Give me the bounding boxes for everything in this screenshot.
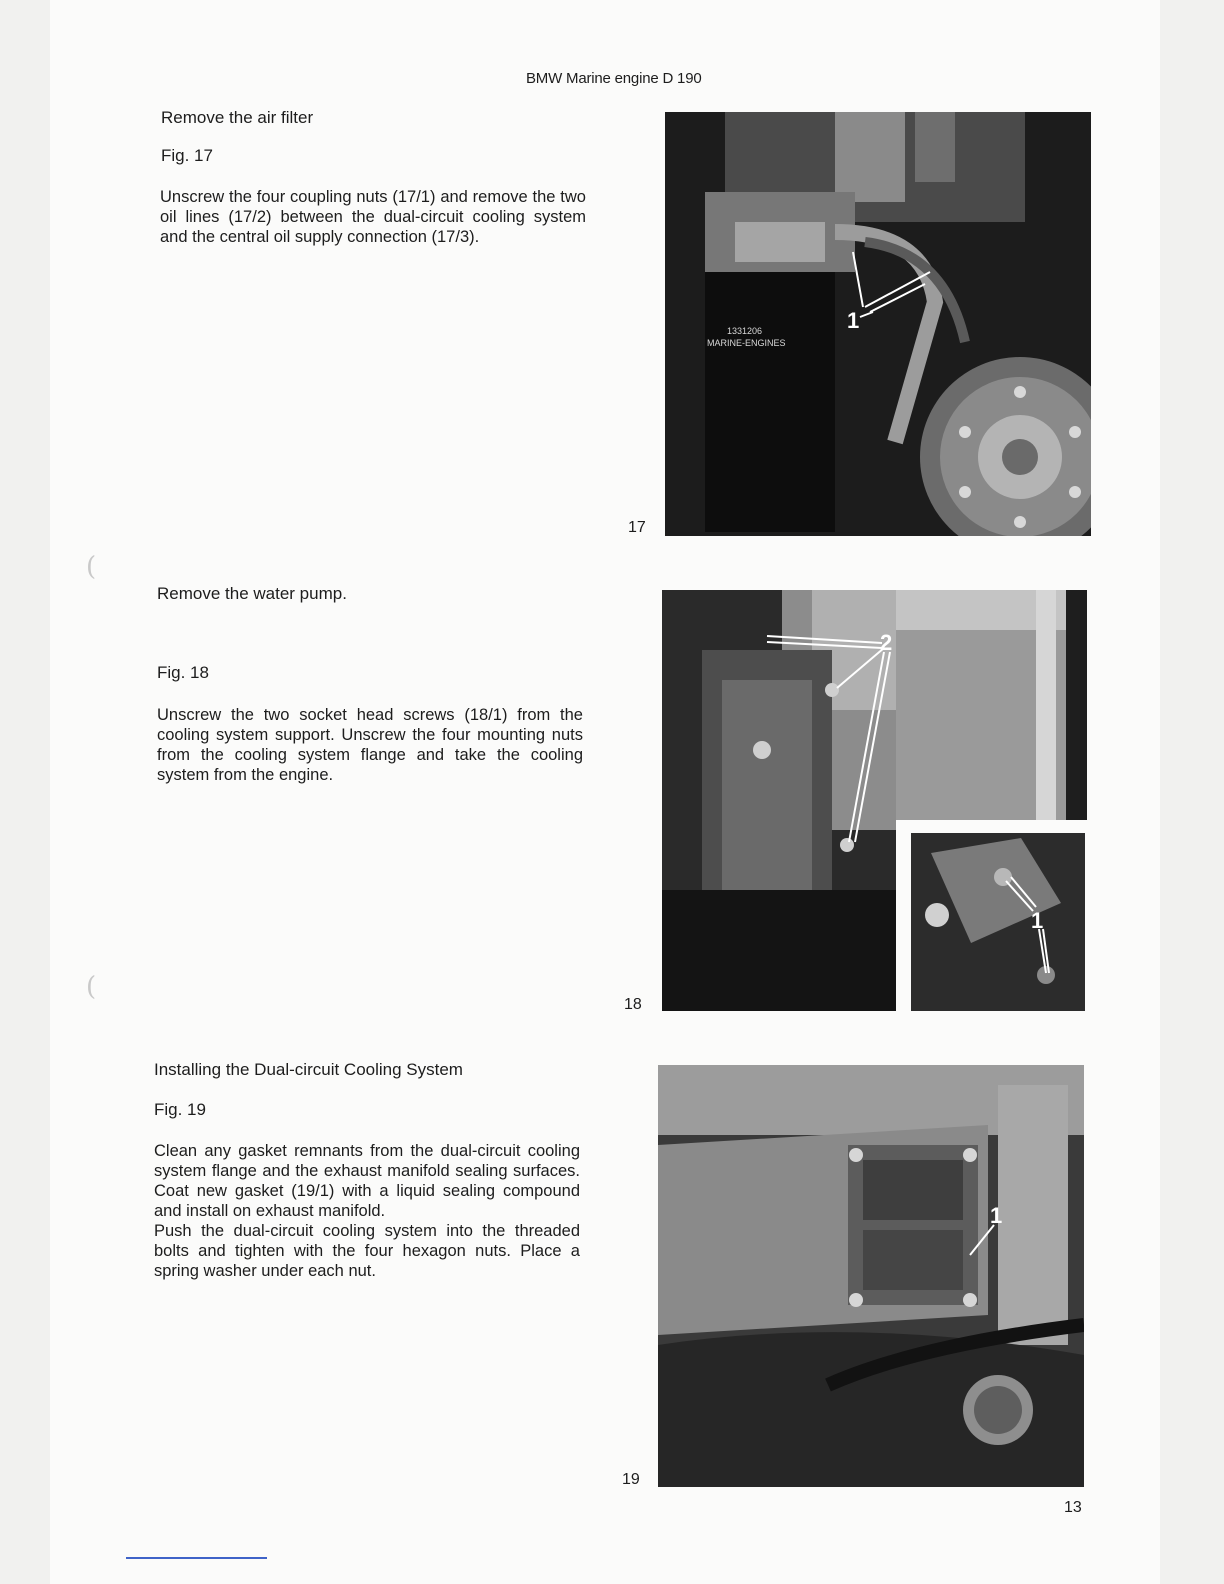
engine-photo-fig17 bbox=[665, 112, 1091, 536]
engine-photo-fig18-inset bbox=[911, 833, 1085, 1011]
instruction-paragraph: Unscrew the two socket head screws (18/1) from the cooling system support. Unscrew the four mounting nuts from the cooling system flange and take the cooling system from the engine. bbox=[157, 706, 583, 784]
engine-photo-fig18-main bbox=[662, 590, 896, 1011]
figure-number: 17 bbox=[628, 519, 646, 536]
callout-label: 1 bbox=[1031, 908, 1044, 933]
instruction-paragraph: Unscrew the four coupling nuts (17/1) and remove the two oil lines (17/2) between the dual-circuit cooling system and the central oil supply connection (17/3). bbox=[160, 188, 586, 246]
instruction-paragraph: Push the dual-circuit cooling system into the threaded bolts and tighten with the four hexagon nuts. Place a spring washer under each nut. bbox=[154, 1222, 580, 1280]
engine-photo-fig19 bbox=[658, 1065, 1084, 1487]
figure-reference: Fig. 19 bbox=[154, 1100, 206, 1119]
scan-mark: ( bbox=[86, 552, 97, 582]
instruction-paragraph: Clean any gasket remnants from the dual-circuit cooling system flange and the exhaust manifold sealing surfaces. Coat new gasket (19/1) with a liquid sealing compound and install on exhaust manifold. bbox=[154, 1142, 580, 1220]
section-heading: Remove the air filter bbox=[161, 108, 314, 127]
footer-rule bbox=[126, 1557, 267, 1559]
engine-photo-fig18-upper-right bbox=[896, 590, 1087, 820]
callout-label: 1 bbox=[847, 308, 860, 333]
figure-number: 18 bbox=[624, 996, 642, 1013]
callout-label: 1 bbox=[990, 1203, 1003, 1228]
page-header: BMW Marine engine D 190 bbox=[526, 70, 702, 87]
section-heading: Installing the Dual-circuit Cooling System bbox=[154, 1060, 463, 1079]
figure-number: 19 bbox=[622, 1471, 640, 1488]
figure-reference: Fig. 18 bbox=[157, 663, 209, 682]
section-heading: Remove the water pump. bbox=[157, 584, 347, 603]
filter-brand-text: MARINE-ENGINES bbox=[707, 338, 786, 348]
callout-label: 2 bbox=[880, 630, 893, 655]
figure-reference: Fig. 17 bbox=[161, 146, 213, 165]
scan-mark: ( bbox=[86, 972, 97, 1002]
filter-part-number: 1331206 bbox=[727, 326, 763, 336]
page-number: 13 bbox=[1064, 1499, 1082, 1516]
